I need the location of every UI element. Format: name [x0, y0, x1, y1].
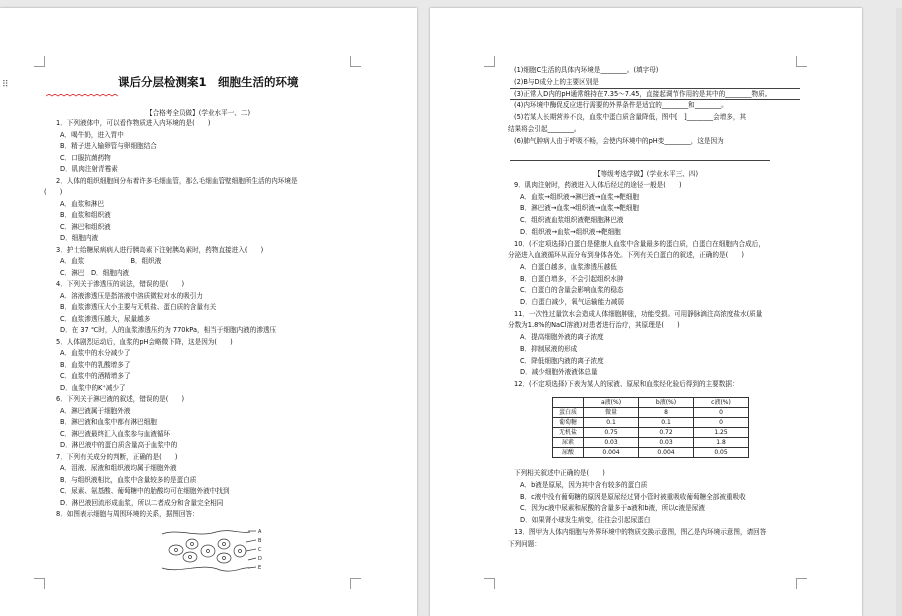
- corner-mark: [484, 578, 495, 589]
- table-row: [553, 438, 749, 448]
- text-line: B．血浆中的乳酸增多了: [60, 360, 131, 369]
- table-cell: 尿酸: [553, 448, 584, 458]
- text-line: (2)B与D成分上的主要区别是: [514, 77, 599, 86]
- text-line: D．淋巴液回流形成血浆，所以二者成分和含量完全相同: [60, 498, 224, 507]
- figure-label-d: D: [258, 556, 262, 562]
- text-line: ( ): [44, 188, 63, 196]
- spellcheck-underline: [46, 94, 118, 97]
- cell-environment-figure: [158, 524, 264, 576]
- corner-mark: [484, 56, 495, 67]
- table-cell: 0.72: [639, 428, 694, 438]
- corner-mark: [350, 578, 361, 589]
- text-line: C．降低细胞内液的离子浓度: [520, 356, 604, 365]
- text-line: 13．图甲为人体内细胞与外界环境中的物质交换示意图，图乙是内环境示意图，请回答: [514, 528, 767, 536]
- text-line: C．血浆中的酒精增多了: [60, 372, 131, 380]
- table-cell: 0.03: [639, 438, 694, 448]
- text-line: D．如果肾小球发生病变，往往会引起尿蛋白: [520, 516, 651, 525]
- text-line: 12．(不定项选择)下表为某人的尿液、原尿和血浆经化验后得到的主要数据：: [514, 379, 739, 388]
- text-line: B．c液中没有葡萄糖的原因是原尿经过肾小管时被重吸收葡萄糖全部被重吸收: [520, 492, 746, 501]
- table-cell: 0: [694, 418, 749, 428]
- text-line: B．血浆和组织液: [60, 211, 111, 219]
- figure-label-e: E: [258, 565, 262, 571]
- text-line: C．淋巴 D．细胞内液: [60, 268, 130, 277]
- table-cell: 微量: [584, 408, 639, 418]
- text-line: 11．一次性过量饮水会造成人体细胞肿胀，功能受损。可用静脉滴注高浓度盐水(质量: [514, 309, 763, 318]
- section-heading: 【等级考选学做】(学业水平三、四): [594, 170, 699, 178]
- text-line: C．血浆渗透压越大，尿量越多: [60, 314, 151, 323]
- text-line: D．白蛋白减少，氧气运输能力减弱: [520, 298, 624, 306]
- text-line: 下列相关叙述中正确的是( ): [514, 469, 605, 477]
- text-line: B．淋巴液→血浆→组织液→血浆→靶细胞: [520, 204, 639, 213]
- text-line: (6)肺气肿病人由于呼吸不畅，会使内环境中的pH变________，这是因为: [514, 136, 724, 145]
- text-line: C．组织液血浆组织液靶细胞淋巴液: [520, 216, 624, 225]
- text-line: 分数为1.8%的NaCl溶液)对患者进行治疗，其原理是( ): [508, 321, 680, 330]
- table-header-cell: [553, 398, 584, 408]
- table-cell: 0.03: [584, 438, 639, 448]
- text-line: B．白蛋白增多，不会引起组织水肿: [520, 274, 624, 283]
- text-line: D．肌肉注射青霉素: [60, 165, 118, 173]
- text-line: 7．下列有关成分的判断，正确的是( ): [56, 452, 178, 461]
- text-line: B．血浆渗透压大小主要与无机盐、蛋白质的含量有关: [60, 303, 217, 311]
- table-cell: 0.004: [584, 448, 639, 458]
- table-cell: 0: [694, 408, 749, 418]
- table-cell: 蛋白质: [553, 408, 584, 418]
- figure-label-b: B: [258, 538, 262, 544]
- text-line: A．白蛋白越多，血浆渗透压越低: [520, 262, 617, 271]
- text-line: D．细胞内液: [60, 234, 99, 242]
- text-line: 6．下列关于淋巴液的叙述，错误的是( ): [56, 395, 185, 403]
- table-row: [553, 408, 749, 418]
- text-line: (5)若某人长期营养不良，血浆中蛋白质含量降低，图中[ ]________会增多，其: [514, 113, 747, 122]
- table-cell: 0.05: [694, 448, 749, 458]
- corner-mark: [34, 56, 45, 67]
- text-line: B．抑制尿液的形成: [520, 344, 578, 353]
- text-line: C．尿素、氨基酸、葡萄糖中的胎酸均可在细胞外液中找到: [60, 487, 230, 495]
- table-header-cell: b液(%): [639, 398, 694, 408]
- table-cell: 0.004: [639, 448, 694, 458]
- text-line: (4)内环境中酶促反应进行需要的外界条件是适宜的________和________。: [514, 101, 728, 110]
- figure-label-c: C: [258, 547, 262, 553]
- text-line: D．淋巴液中的蛋白质含量高于血浆中的: [60, 441, 178, 449]
- text-line: 8．如图表示细胞与周围环境的关系，据图回答：: [56, 510, 199, 518]
- table-header-cell: a液(%): [584, 398, 639, 408]
- corner-mark: [350, 56, 361, 67]
- table-cell: 1.25: [694, 428, 749, 438]
- text-line: 10．(不定项选择)白蛋白是健康人血浆中含量最多的蛋白质，白蛋白在细胞内合成后，: [514, 239, 765, 248]
- answer-line: [510, 160, 770, 161]
- table-header-cell: c液(%): [694, 398, 749, 408]
- urine-data-table: [552, 397, 749, 458]
- text-line: 2．人体的组织细胞间分布着许多毛细血管，那么毛细血管壁细胞所生活的内环境是: [56, 176, 298, 185]
- text-line: (1)细胞C生活的具体内环境是________。(填字母): [514, 66, 659, 74]
- text-line: 1．下列液体中，可以看作物质进入内环境的是( ): [56, 119, 211, 127]
- table-cell: 无机盐: [553, 428, 584, 438]
- vertical-scrollbar[interactable]: [896, 8, 902, 616]
- text-line: C．淋巴液最终汇入血浆参与血液循环: [60, 429, 171, 438]
- table-cell: 8: [639, 408, 694, 418]
- answer-line: [510, 99, 800, 100]
- document-page-1: [0, 8, 417, 616]
- document-page-2: [430, 8, 862, 616]
- text-line: A．b液是原尿，因为其中含有较多的蛋白质: [520, 480, 648, 489]
- text-line: 分泌进入血液循环从而分布到身体各处。下列有关白蛋白的叙述，正确的是( ): [508, 251, 744, 260]
- corner-mark: [796, 578, 807, 589]
- text-line: A．喝牛奶，进入胃中: [60, 130, 124, 139]
- table-row: [553, 428, 749, 438]
- section-heading: 【合格考全员做】(学业水平一、二): [146, 109, 251, 117]
- text-line: A．淋巴液属于细胞外液: [60, 406, 131, 415]
- text-line: A．血浆→组织液→淋巴液→血浆→靶细胞: [520, 192, 639, 201]
- text-line: D．组织液→血浆→组织液→靶细胞: [520, 227, 621, 236]
- text-line: A．血浆和淋巴: [60, 199, 105, 208]
- text-line: B．精子进入输卵管与卵细胞结合: [60, 142, 157, 150]
- text-line: A．溶液渗透压是指溶液中溶质微粒对水的吸引力: [60, 291, 203, 300]
- text-line: B．与组织液相比，血浆中含量较多的是蛋白质: [60, 475, 197, 484]
- text-line: 9．肌肉注射时，药液进入人体后经过的途径一般是( ): [514, 181, 682, 189]
- table-cell: 葡萄糖: [553, 418, 584, 428]
- text-line: (3)正常人D内的pH通常维持在7.35～7.45，直接起调节作用的是其中的________物质。: [514, 89, 772, 98]
- text-line: A．血浆 B．组织液: [60, 257, 162, 265]
- document-title: 课后分层检测案1 细胞生活的环境: [118, 75, 299, 89]
- text-line: C．白蛋白的含量会影响血浆的稳态: [520, 286, 624, 295]
- drag-handle-icon[interactable]: ⠿: [2, 80, 9, 90]
- text-line: D．在 37 ℃时，人的血浆渗透压约为 770kPa，相当于细胞内液的渗透压: [60, 326, 277, 334]
- table-cell: 0.1: [584, 418, 639, 428]
- text-line: 5．人体剧烈运动后，血浆的pH会略微下降，这是因为( ): [56, 337, 233, 346]
- text-line: 4．下列关于渗透压的说法，错误的是( ): [56, 280, 185, 288]
- table-cell: 1.8: [694, 438, 749, 448]
- table-row: [553, 418, 749, 428]
- text-line: A．血浆中的水分减少了: [60, 349, 131, 357]
- text-line: C．淋巴和组织液: [60, 222, 111, 231]
- text-line: A．泪液、尿液和组织液均属于细胞外液: [60, 464, 177, 472]
- corner-mark: [796, 56, 807, 67]
- text-line: D．血浆中的K⁺减少了: [60, 383, 126, 392]
- text-line: C．口服抗菌药物: [60, 153, 111, 162]
- table-cell: 0.75: [584, 428, 639, 438]
- figure-label-a: A: [258, 529, 262, 535]
- text-line: 下列问题：: [508, 539, 541, 548]
- text-line: 3．护士给糖尿病病人进行胰岛素下注射胰岛素时，药物直接进入( ): [56, 245, 264, 254]
- corner-mark: [34, 578, 45, 589]
- text-line: 结果将会引起________。: [508, 125, 581, 133]
- table-row: [553, 448, 749, 458]
- text-line: A．提高细胞外液的离子浓度: [520, 333, 604, 342]
- table-cell: 尿素: [553, 438, 584, 448]
- text-line: B．淋巴液和血浆中都有淋巴细胞: [60, 418, 157, 426]
- text-line: D．减少细胞外液液体总量: [520, 368, 598, 377]
- table-cell: 0.1: [639, 418, 694, 428]
- text-line: C．因为c液中尿素和尿酸的含量多于a液和b液，所以c液是尿液: [520, 504, 705, 513]
